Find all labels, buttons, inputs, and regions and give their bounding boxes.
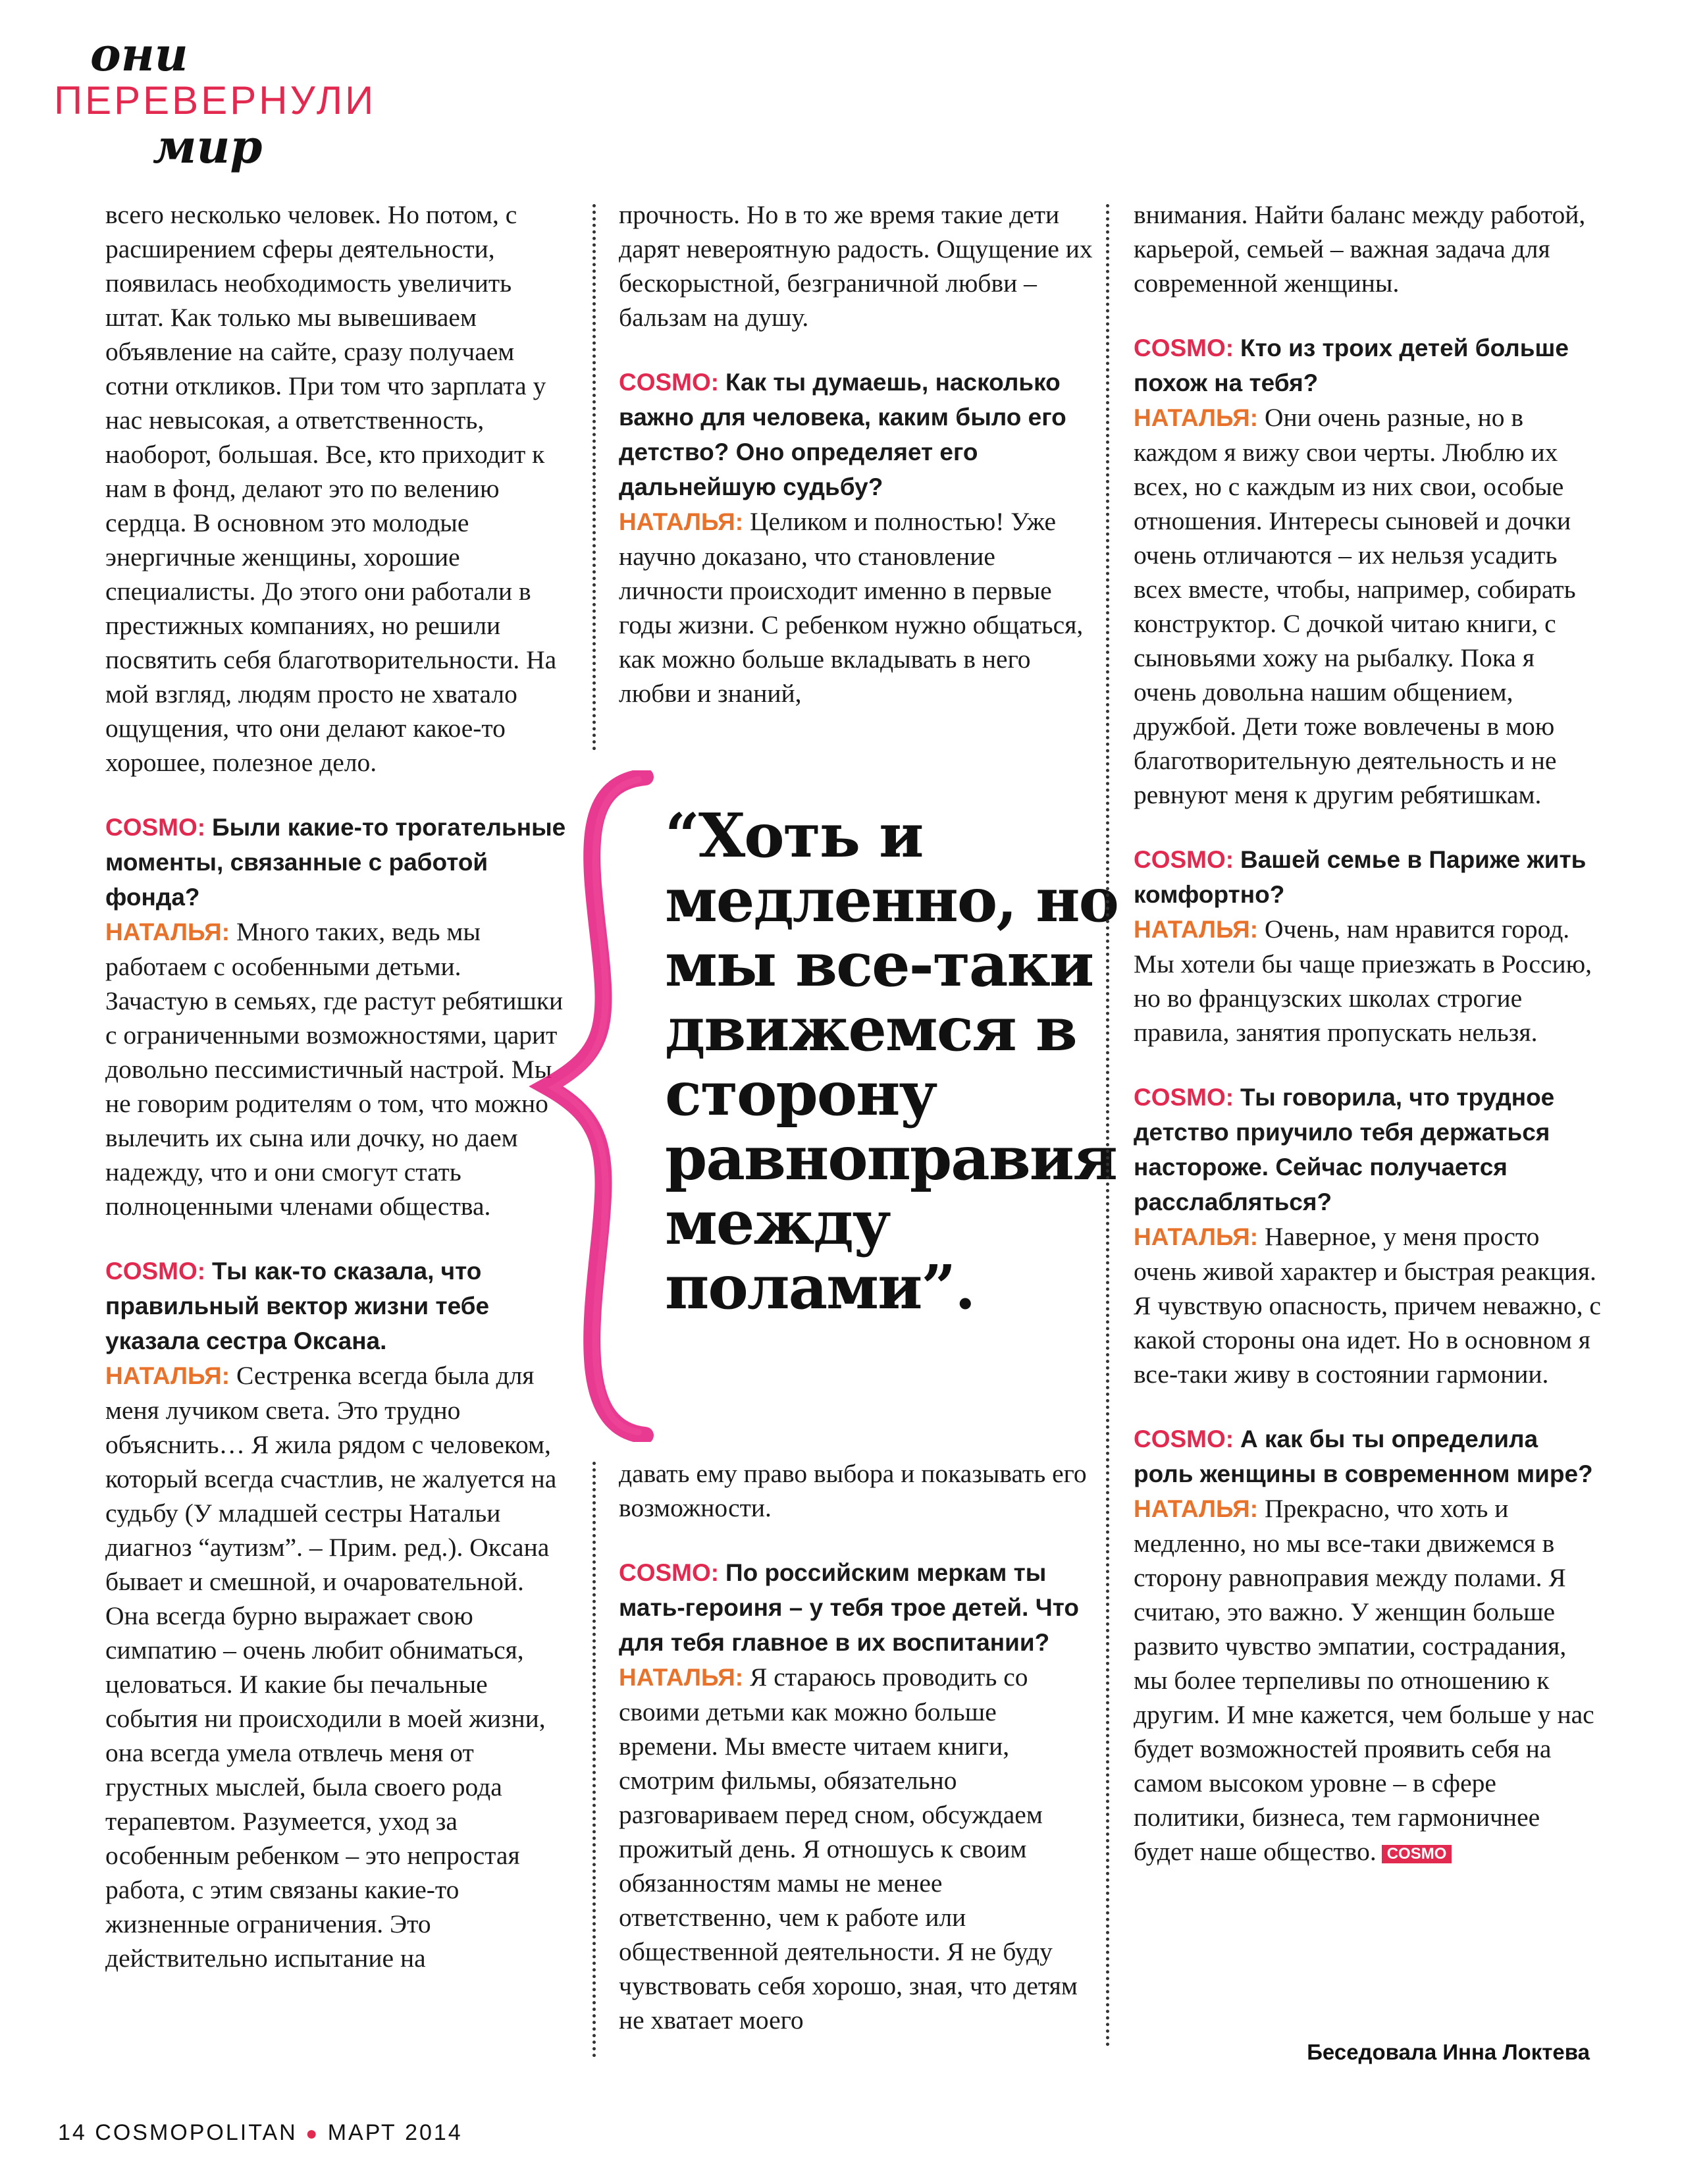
column-1 (105, 198, 566, 2006)
issue-date: МАРТ 2014 (327, 2120, 463, 2145)
interview-answer: Много таких, ведь мы работаем с особенными детьми. Зачастую в семьях, где растут ребятишки с ограниченными возможностями, царит довольно пессимистичный настрой. Мы не говорим родителям о том, что можно вылечить их сына или дочку, но даем надежду, что и они смогут стать полноценными членами общества. (105, 917, 564, 1221)
interview-question: По российским меркам ты мать-героиня – у тебя трое детей. Что для тебя главное в их воспитании? (619, 1559, 1079, 1656)
interview-answer: Наверное, у меня просто очень живой характер и быстрая реакция. Я чувствую опасность, причем неважно, с какой стороны она идет. Но в основном я все-таки живу в состоянии гармонии. (1134, 1222, 1601, 1389)
interview-question: Ты говорила, что трудное детство приучило тебя держаться настороже. Сейчас получается расслабляться? (1134, 1084, 1555, 1215)
column-2-top (619, 198, 1093, 741)
interview-question: Вашей семье в Париже жить комфортно? (1134, 846, 1587, 908)
interview-question: Кто из троих детей больше похож на тебя? (1134, 334, 1569, 396)
cosmo-label: COSMO: (105, 1258, 206, 1285)
column-divider (1106, 204, 1109, 2048)
bullet-dot: ● (305, 2123, 320, 2144)
cosmo-label: COSMO: (1134, 846, 1234, 873)
interview-answer: Очень, нам нравится город. Мы хотели бы чаще приезжать в Россию, но во французских школах строгие правила, занятия пропускать нельзя. (1134, 915, 1592, 1047)
page-number: 14 (58, 2120, 87, 2145)
interview-question: А как бы ты определила роль женщины в современном мире? (1134, 1425, 1593, 1487)
interview-answer: Целиком и полностью! Уже научно доказано, что становление личности происходит именно в первые годы жизни. С ребенком нужно общаться, как можно больше вкладывать в него любви и знаний, (619, 507, 1084, 708)
cosmo-label: COSMO: (619, 1559, 720, 1586)
cosmo-label: COSMO: (1134, 334, 1234, 361)
logo-line-2: ПЕРЕВЕРНУЛИ (54, 78, 377, 122)
interview-answer: Прекрасно, что хоть и медленно, но мы все-таки движемся в сторону равноправия между полами. Я считаю, это важно. У женщин больше развито чувство эмпатии, сострадания, мы более терпеливы по отношению к другим. И мне кажется, чем больше у нас будет возможностей проявить себя на самом высоком уровне – в сфере политики, бизнеса, тем гармоничнее будет наше общество. (1134, 1494, 1594, 1866)
magazine-name: COSMOPOLITAN (95, 2120, 298, 2145)
interview-question: Ты как-то сказала, что правильный вектор жизни тебе указала сестра Оксана. (105, 1258, 490, 1354)
natalya-label: НАТАЛЬЯ: (1134, 1495, 1259, 1522)
natalya-label: НАТАЛЬЯ: (105, 1362, 230, 1389)
natalya-label: НАТАЛЬЯ: (1134, 1223, 1259, 1250)
cosmo-label: COSMO: (105, 814, 206, 841)
interview-answer: Сестренка всегда была для меня лучиком света. Это трудно объяснить… Я жила рядом с человеком, который всегда счастлив, не жалуется на судьбу (У младшей сестры Натальи диагноз “аутизм”. – Прим. ред.). Оксана бывает и смешной, и очаровательной. Она всегда бурно выражает свою симпатию – очень любит обниматься, целоваться. И какие бы печальные события ни происходили в моей жизни, она всегда умела отвлечь меня от грустных мыслей, была своего рода терапевтом. Разумеется, уход за особенным ребенком – это непростая работа, с этим связаны какие-то жизненные ограничения. Это действительно испытание на (105, 1361, 557, 1973)
column-3 (1134, 198, 1601, 1899)
interview-question: Как ты думаешь, насколько важно для человека, каким было его детство? Оно определяет его дальнейшую судьбу? (619, 369, 1066, 500)
curly-brace-decoration (527, 770, 658, 1442)
page-footer (58, 2120, 463, 2146)
body-text: внимания. Найти баланс между работой, карьерой, семьей – важная задача для современной женщины. (1134, 200, 1586, 298)
body-text: давать ему право выбора и показывать его возможности. (619, 1459, 1087, 1522)
cosmo-label: COSMO: (1134, 1084, 1234, 1111)
logo-line-1: они (90, 27, 188, 82)
body-text: прочность. Но в то же время такие дети дарят невероятную радость. Ощущение их бескорыстной, безграничной любви – бальзам на душу. (619, 200, 1093, 332)
cosmo-label: COSMO: (619, 369, 720, 396)
natalya-label: НАТАЛЬЯ: (105, 919, 230, 946)
interview-answer: Они очень разные, но в каждом я вижу свои черты. Люблю их всех, но с каждым из них свои, особые отношения. Интересы сыновей и дочки очень отличаются – их нельзя усадить всех вместе, чтобы, например, собирать конструктор. С дочкой читаю книги, с сыновьями хожу на рыбалку. Пока я очень довольна нашим общением, дружбой. Дети тоже вовлечены в мою благотворительную деятельность и не ревнуют меня к другим ребятишкам. (1134, 403, 1576, 809)
cosmo-label: COSMO: (1134, 1425, 1234, 1452)
column-2-bottom (619, 1456, 1093, 2067)
byline: Беседовала Инна Локтева (1307, 2040, 1590, 2064)
pull-quote: “Хоть и медленно, но мы все-таки движемся в сторону равноправия между полами”. (665, 800, 1118, 1323)
interview-answer: Я стараюсь проводить со своими детьми как можно больше времени. Мы вместе читаем книги, смотрим фильмы, обязательно разговариваем перед сном, обсуждаем прожитый день. Я отношусь к своим обязанностям мамы не менее ответственно, чем к работе или общественной деятельности. Я не буду чувствовать себя хорошо, зная, что детям не хватает моего (619, 1663, 1078, 2035)
column-divider (592, 204, 596, 751)
column-divider (592, 1462, 596, 2058)
interview-question: Были какие-то трогательные моменты, связанные с работой фонда? (105, 814, 566, 911)
natalya-label: НАТАЛЬЯ: (619, 508, 744, 535)
natalya-label: НАТАЛЬЯ: (619, 1664, 744, 1691)
natalya-label: НАТАЛЬЯ: (1134, 404, 1259, 431)
body-text: всего несколько человек. Но потом, с расширением сферы деятельности, появилась необходимость увеличить штат. Как только мы вывешиваем объявление на сайте, сразу получаем сотни откликов. При том что зарплата у нас невысокая, а ответственность, наоборот, большая. Все, кто приходит к нам в фонд, делают это по велению сердца. В основном это молодые энергичные женщины, хорошие специалисты. До этого они работали в престижных компаниях, но решили посвятить себя благотворительности. На мой взгляд, людям просто не хватало ощущения, что они делают какое-то хорошее, полезное дело. (105, 200, 557, 777)
logo-line-3: мир (153, 119, 263, 174)
cosmo-end-mark: COSMO (1382, 1845, 1452, 1863)
section-logo (54, 27, 377, 174)
natalya-label: НАТАЛЬЯ: (1134, 916, 1259, 943)
